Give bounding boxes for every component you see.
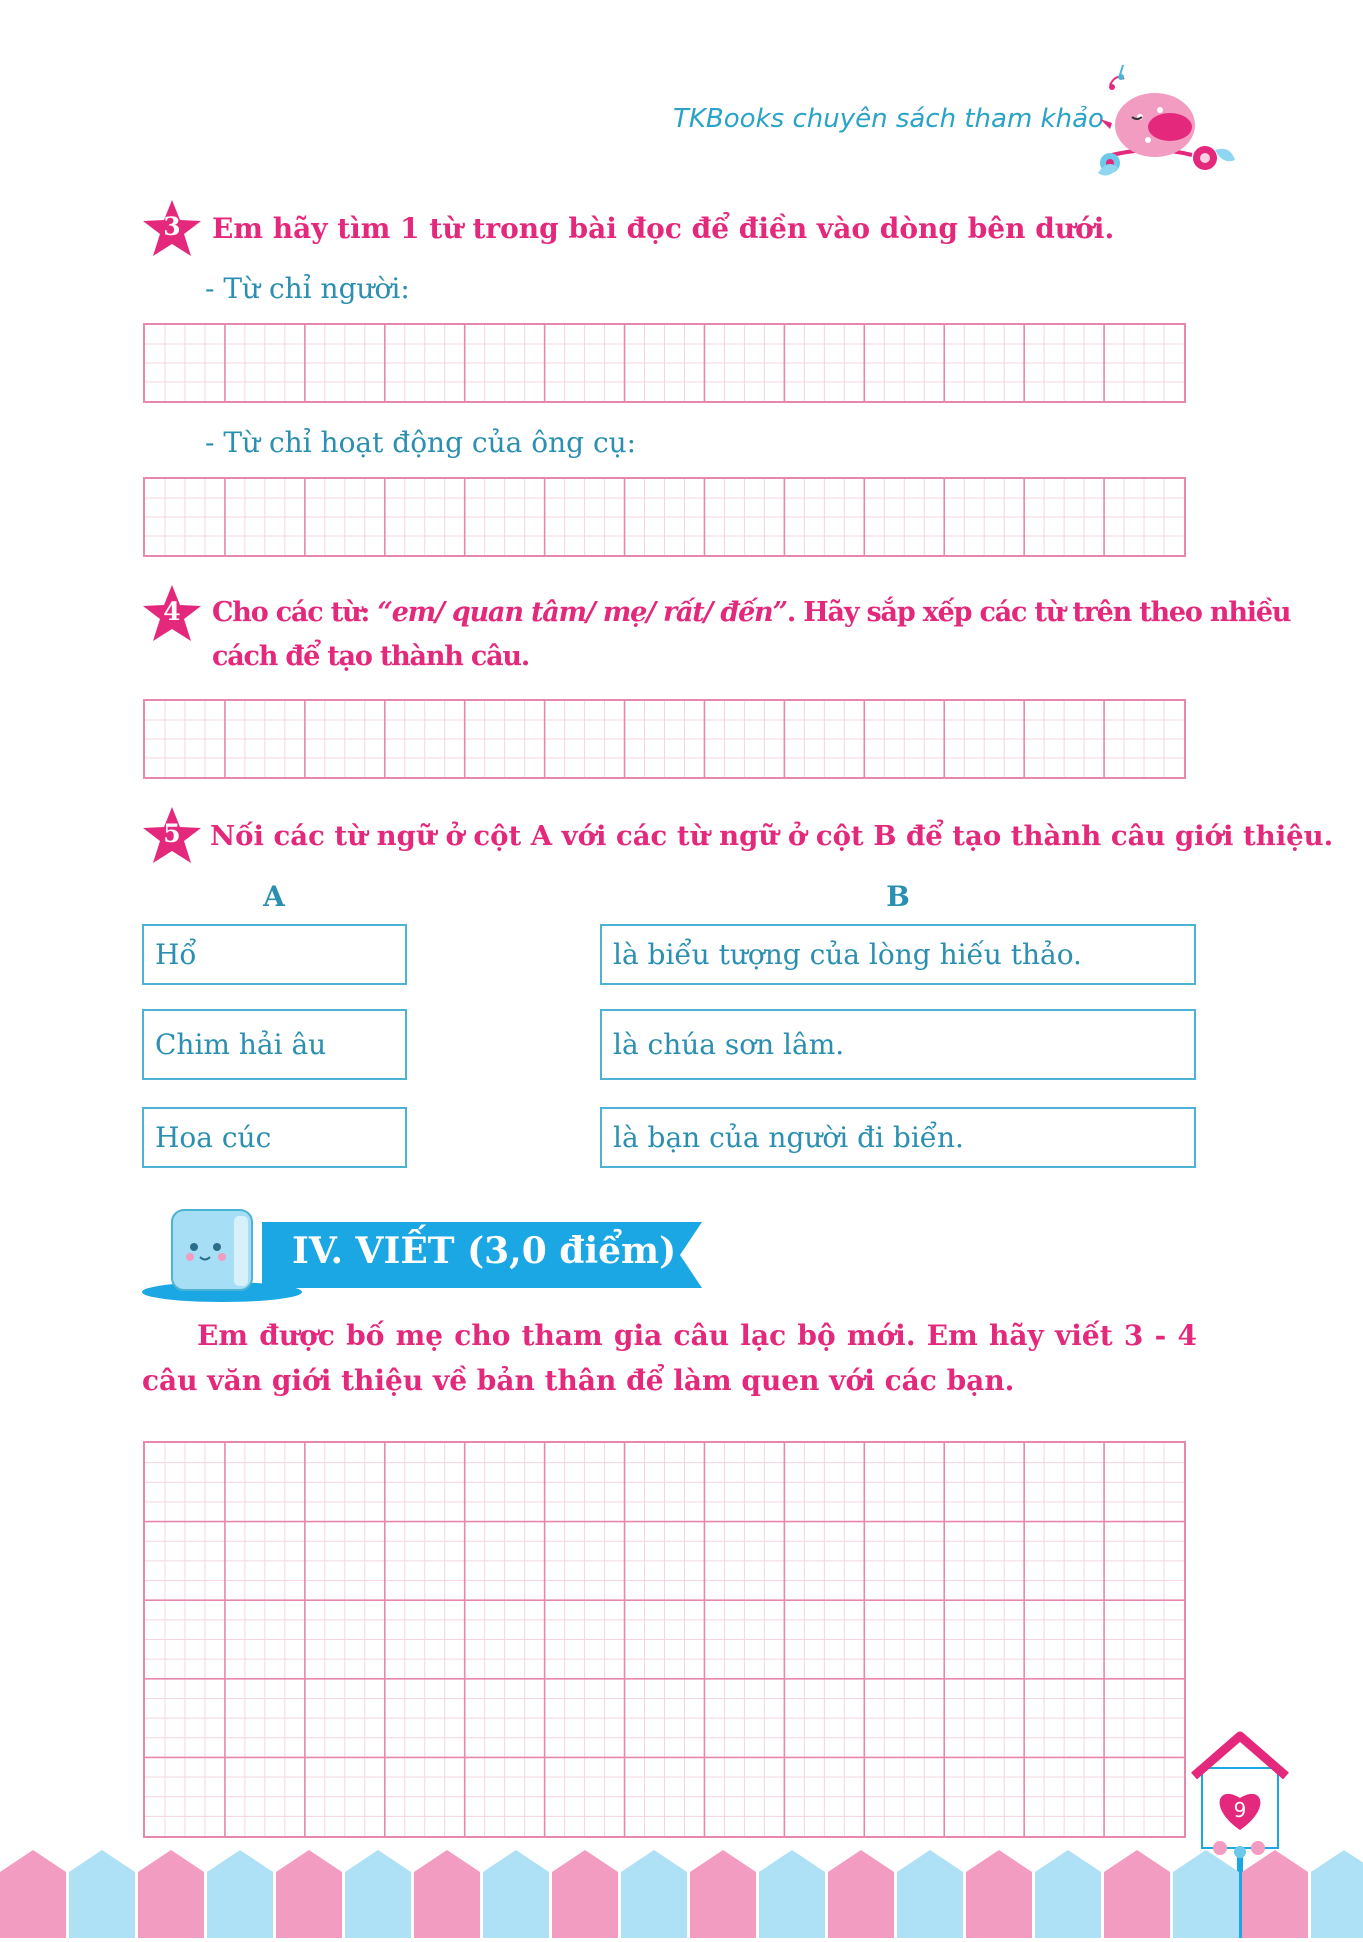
question-5-title: Nối các từ ngữ ở cột A với các từ ngữ ở cột B để tạo thành câu giới thiệu. xyxy=(210,820,1334,852)
column-a-item[interactable]: Hoa cúc xyxy=(142,1107,407,1168)
column-a-header: A xyxy=(263,880,285,913)
question-number-badge xyxy=(141,198,203,260)
question-number-badge xyxy=(141,583,203,645)
question-3-title: Em hãy tìm 1 từ trong bài đọc để điền vào dòng bên dưới. xyxy=(212,212,1115,245)
column-b-item[interactable]: là chúa sơn lâm. xyxy=(600,1009,1196,1080)
question-4-title-line-2: cách để tạo thành câu. xyxy=(212,641,530,672)
question-number: 3 xyxy=(163,212,181,241)
question-number: 4 xyxy=(163,597,181,626)
question-4-tail: . Hãy sắp xếp các từ trên theo nhiều xyxy=(786,597,1291,628)
ice-cube-icon xyxy=(162,1202,272,1297)
question-4-words: “em/ quan tâm/ mẹ/ rất/ đến” xyxy=(377,597,787,628)
column-b-header: B xyxy=(886,880,910,913)
column-b-item[interactable]: là biểu tượng của lòng hiếu thảo. xyxy=(600,924,1196,985)
column-b-item[interactable]: là bạn của người đi biển. xyxy=(600,1107,1196,1168)
section-banner xyxy=(142,1202,712,1302)
answer-grid-person-word[interactable] xyxy=(143,323,1186,403)
section-title: IV. VIẾT (3,0 điểm) xyxy=(292,1230,677,1272)
answer-grid-sentence[interactable] xyxy=(143,699,1186,779)
fence-decoration xyxy=(0,1850,1363,1938)
question-4-lead: Cho các từ: xyxy=(212,597,378,628)
header-text: TKBooks chuyên sách tham khảo xyxy=(673,104,1104,134)
column-a-item[interactable]: Chim hải âu xyxy=(142,1009,407,1080)
writing-prompt: Em được bố mẹ cho tham gia câu lạc bộ mới. Em hãy viết 3 - 4 câu văn giới thiệu về bản thân để làm quen với các bạn. xyxy=(142,1319,1197,1397)
question-3-sub-1: - Từ chỉ người: xyxy=(205,272,410,305)
question-3-sub-2: - Từ chỉ hoạt động của ông cụ: xyxy=(205,426,637,459)
column-a-item[interactable]: Hổ xyxy=(142,924,407,985)
page-number: 9 xyxy=(1233,1798,1247,1822)
bird-decoration-icon xyxy=(1090,55,1255,185)
question-number-badge xyxy=(141,805,203,867)
answer-grid-action-word[interactable] xyxy=(143,477,1186,557)
question-number: 5 xyxy=(163,819,181,848)
writing-grid[interactable] xyxy=(143,1441,1186,1838)
question-4-title xyxy=(212,597,1290,628)
